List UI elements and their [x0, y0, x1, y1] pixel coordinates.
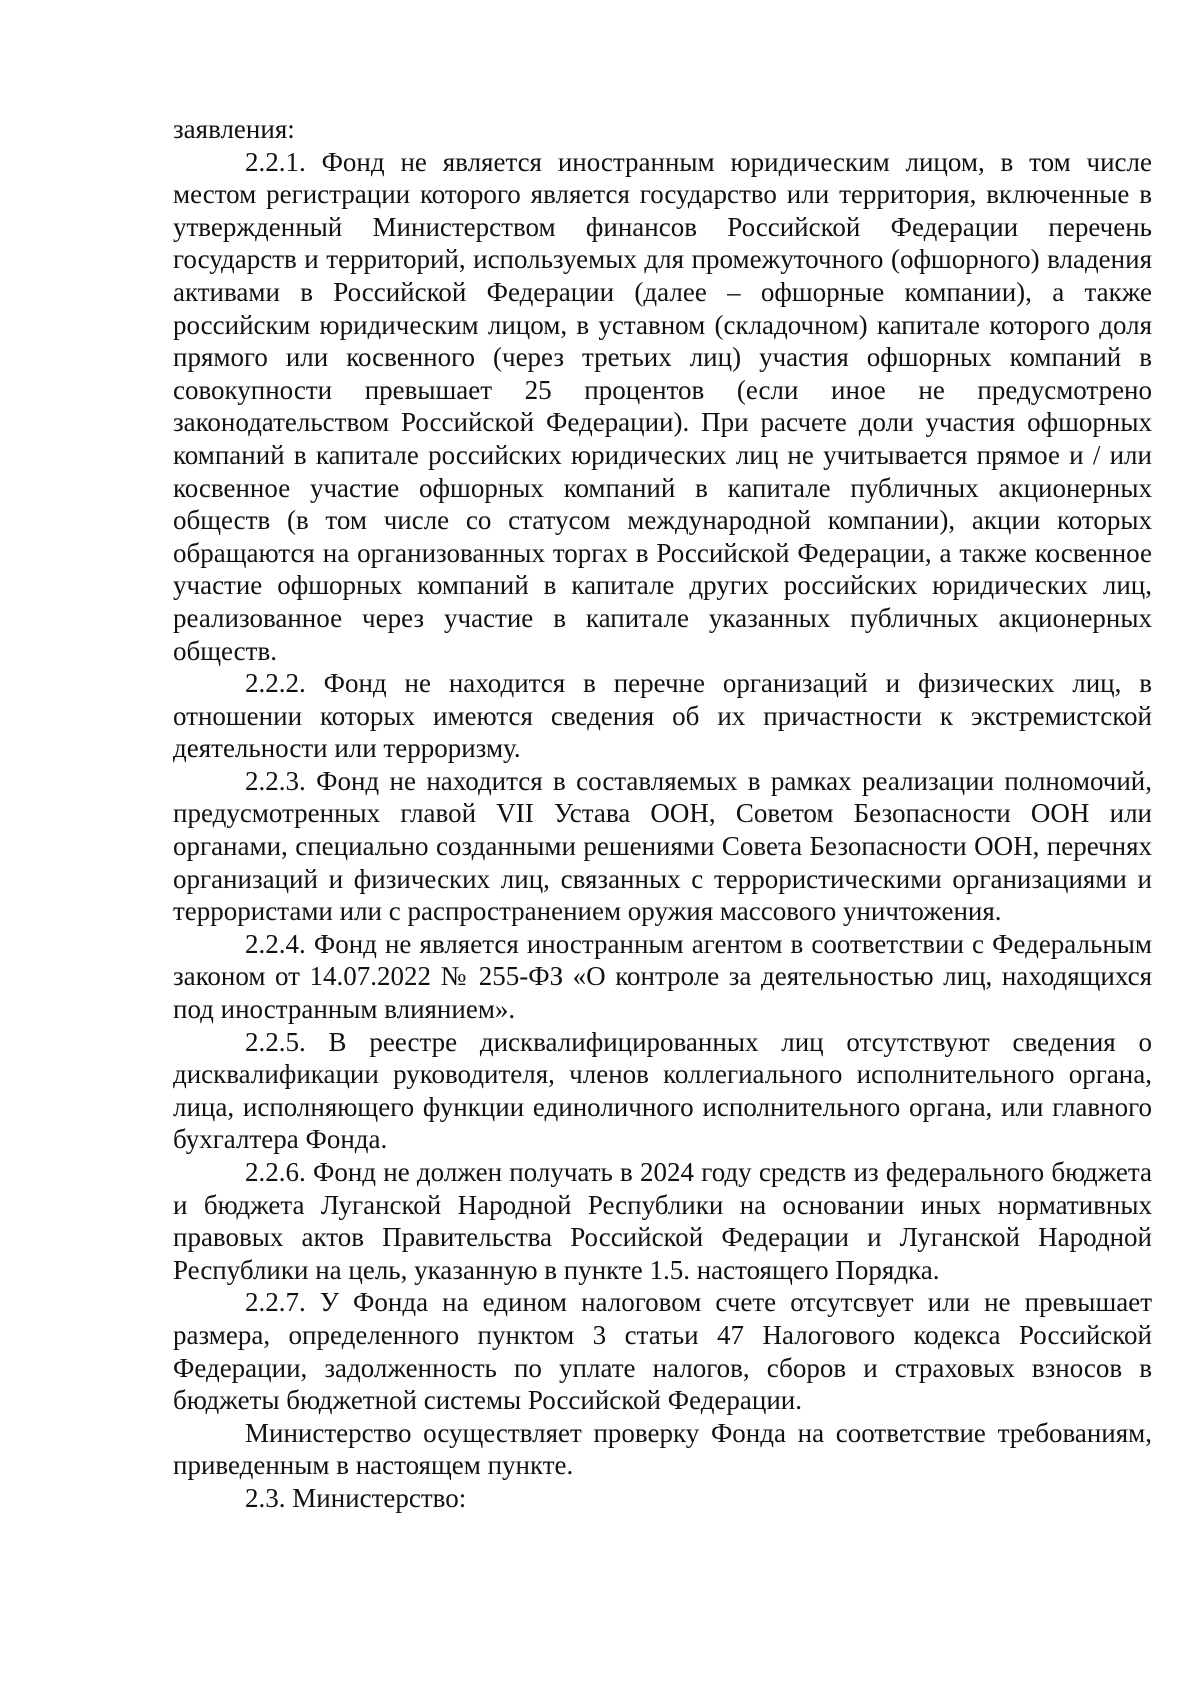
paragraph-2-2-7: 2.2.7. У Фонда на едином налоговом счете отсутсвует или не превышает размера, определенного пунктом 3 статьи 47 Налогового кодекса Российской Федерации, задолженность по уплате налогов, сборов и страховых взносов в бюджеты бюджетной системы Российской Федерации.: [173, 1287, 1152, 1416]
document-page: [173, 113, 1152, 1515]
paragraph-2-2-4: 2.2.4. Фонд не является иностранным агентом в соответствии с Федеральным законом от 14.07.2022 № 255-ФЗ «О контроле за деятельностью лиц, находящихся под иностранным влиянием».: [173, 928, 1152, 1025]
paragraph-2-2-5: 2.2.5. В реестре дисквалифицированных лиц отсутствуют сведения о дисквалификации руководителя, членов коллегиального исполнительного органа, лица, исполняющего функции единоличного исполнительного органа, или главного бухгалтера Фонда.: [173, 1026, 1152, 1155]
paragraph-ministry-check: Министерство осуществляет проверку Фонда на соответствие требованиям, приведенным в настоящем пункте.: [173, 1417, 1152, 1481]
paragraph-2-2-1: 2.2.1. Фонд не является иностранным юридическим лицом, в том числе местом регистрации которого является государство или территория, включенные в утвержденный Министерством финансов Российской Федерации перечень государств и территорий, используемых для промежуточного (офшорного) владения активами в Российской Федерации (далее – офшорные компании), а также российским юридическим лицом, в уставном (складочном) капитале которого доля прямого или косвенного (через третьих лиц) участия офшорных компаний в совокупности превышает 25 процентов (если иное не предусмотрено законодательством Российской Федерации). При расчете доли участия офшорных компаний в капитале российских юридических лиц не учитывается прямое и / или косвенное участие офшорных компаний в капитале публичных акционерных обществ (в том числе со статусом международной компании), акции которых обращаются на организованных торгах в Российской Федерации, а также косвенное участие офшорных компаний в капитале других российских юридических лиц, реализованное через участие в капитале указанных публичных акционерных обществ.: [173, 146, 1152, 666]
paragraph-2-2-3: 2.2.3. Фонд не находится в составляемых в рамках реализации полномочий, предусмотренных главой VII Устава ООН, Советом Безопасности ООН или органами, специально созданными решениями Совета Безопасности ООН, перечнях организаций и физических лиц, связанных с террористическими организациями и террористами или с распространением оружия массового уничтожения.: [173, 765, 1152, 927]
paragraph-2-3: 2.3. Министерство:: [245, 1482, 467, 1513]
paragraph-intro: заявления:: [173, 114, 295, 144]
paragraph-2-2-6: 2.2.6. Фонд не должен получать в 2024 году средств из федерального бюджета и бюджета Луганской Народной Республики на основании иных нормативных правовых актов Правительства Российской Федерации и Луганской Народной Республики на цель, указанную в пункте 1.5. настоящего Порядка.: [173, 1157, 1152, 1285]
paragraph-2-2-2: 2.2.2. Фонд не находится в перечне организаций и физических лиц, в отношении которых имеются сведения об их причастности к экстремистской деятельности или терроризму.: [173, 668, 1152, 764]
